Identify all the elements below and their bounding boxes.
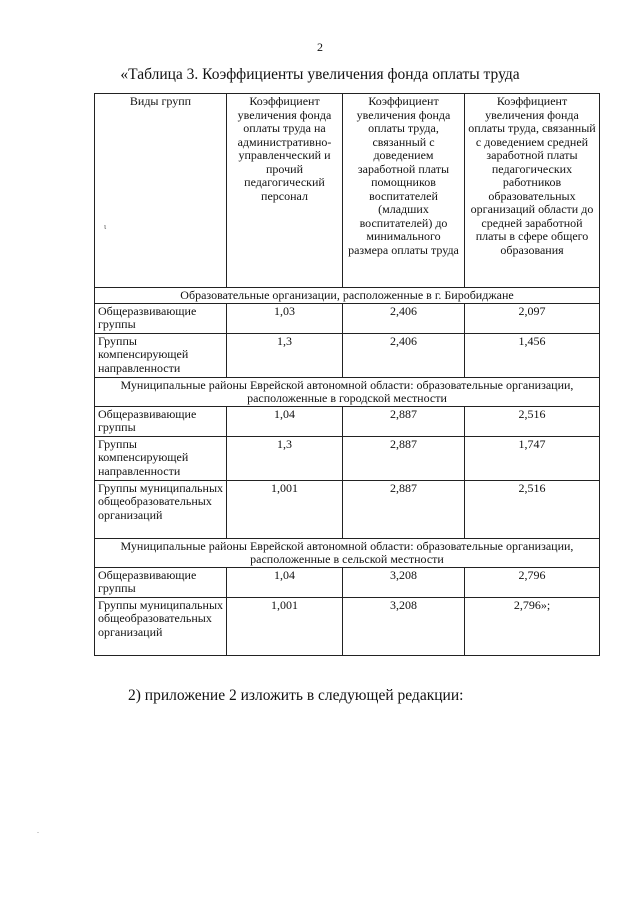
- group-name: Общеразвивающие группы: [95, 567, 227, 597]
- table-row: [95, 303, 600, 333]
- scan-mark: .: [37, 826, 39, 835]
- cell-c1: 1,001: [227, 597, 343, 655]
- section-title: Муниципальные районы Еврейской автономной области: образовательные организации, расположенные в городской местности: [95, 377, 600, 406]
- table-row: [95, 480, 600, 538]
- cell-c2: 2,887: [343, 436, 465, 480]
- cell-c1: 1,3: [227, 436, 343, 480]
- cell-c1: 1,03: [227, 303, 343, 333]
- cell-c2: 2,887: [343, 480, 465, 538]
- group-name: Группы компенсирующей направленности: [95, 333, 227, 377]
- cell-c2: 3,208: [343, 597, 465, 655]
- cell-c2: 2,406: [343, 303, 465, 333]
- cell-c2: 3,208: [343, 567, 465, 597]
- section-title: Образовательные организации, расположенные в г. Биробиджане: [95, 288, 600, 304]
- group-name: Общеразвивающие группы: [95, 406, 227, 436]
- cell-c3: 1,456: [465, 333, 600, 377]
- section-title: Муниципальные районы Еврейской автономной области: образовательные организации, расположенные в сельской местности: [95, 538, 600, 567]
- group-name: Группы муниципальных общеобразовательных организаций: [95, 597, 227, 655]
- cell-c1: 1,04: [227, 406, 343, 436]
- table-row: [95, 436, 600, 480]
- section-row: [95, 538, 600, 567]
- cell-c2: 2,887: [343, 406, 465, 436]
- cell-c3: 2,796»;: [465, 597, 600, 655]
- cell-c3: 2,516: [465, 480, 600, 538]
- table-row: [95, 333, 600, 377]
- coefficients-table: [94, 93, 600, 656]
- cell-c1: 1,04: [227, 567, 343, 597]
- table-title: «Таблица 3. Коэффициенты увеличения фонда оплаты труда: [120, 66, 520, 83]
- cell-c3: 1,747: [465, 436, 600, 480]
- table-header-row: [95, 94, 600, 288]
- cell-c3: 2,796: [465, 567, 600, 597]
- table-row: [95, 567, 600, 597]
- cell-c1: 1,001: [227, 480, 343, 538]
- amendment-paragraph: 2) приложение 2 изложить в следующей редакции:: [128, 687, 464, 704]
- page-number: 2: [317, 40, 323, 54]
- cell-c2: 2,406: [343, 333, 465, 377]
- header-teacher-coefficient: Коэффициент увеличения фонда оплаты труда, связанный с доведением средней заработной платы педагогических работников образовательных организаций области до средней заработной платы в сфере общего образования: [465, 94, 600, 288]
- section-row: [95, 377, 600, 406]
- cell-c3: 2,516: [465, 406, 600, 436]
- header-admin-coefficient: Коэффициент увеличения фонда оплаты труда на административно-управленческий и прочий педагогический персонал: [227, 94, 343, 288]
- group-name: Общеразвивающие группы: [95, 303, 227, 333]
- header-group-types: Виды групп: [95, 94, 227, 288]
- table-row: [95, 597, 600, 655]
- group-name: Группы муниципальных общеобразовательных организаций: [95, 480, 227, 538]
- cell-c1: 1,3: [227, 333, 343, 377]
- table-row: [95, 406, 600, 436]
- header-assistant-coefficient: Коэффициент увеличения фонда оплаты труда, связанный с доведением заработной платы помощников воспитателей (младших воспитателей) до минимального размера оплаты труда: [343, 94, 465, 288]
- cell-c3: 2,097: [465, 303, 600, 333]
- section-row: [95, 288, 600, 304]
- scan-mark: ι: [104, 222, 107, 231]
- group-name: Группы компенсирующей направленности: [95, 436, 227, 480]
